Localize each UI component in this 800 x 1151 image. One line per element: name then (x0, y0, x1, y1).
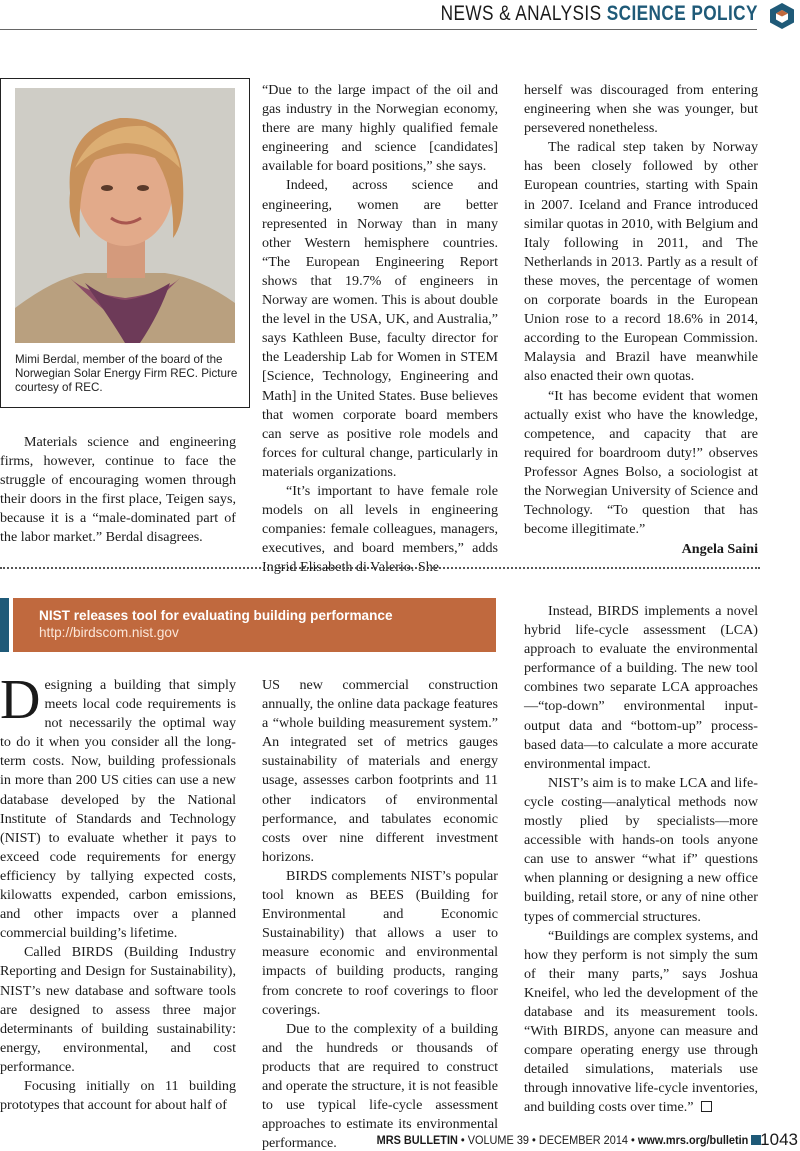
paragraph: Due to the complexity of a building and the hundreds or thousands of products that are required to construct and operate the structure, it is not feasible to use typical life-cycle assessment approaches to estimate its environmental performance. (262, 1020, 498, 1151)
lead-paragraph (0, 669, 236, 943)
article2-title-box (13, 598, 496, 652)
article1-column-1 (0, 433, 236, 548)
paragraph: NIST’s aim is to make LCA and life-cycle costing—analytical methods now mostly plied by specialists—more accessible with hands-on tools anyone can use to answer “what if” questions when planning or designing a new office building, retail store, or any of nine other types of commercial structures. (524, 774, 758, 925)
paragraph (524, 927, 758, 1118)
drop-cap: D (0, 669, 41, 731)
article2-title: NIST releases tool for evaluating building performance (39, 608, 393, 623)
photo-frame (0, 78, 250, 408)
topic-label: SCIENCE POLICY (606, 2, 758, 25)
paragraph-text: “Buildings are complex systems, and how they perform is not simply the sum of their many parts,” says Joshua Kneifel, who led the development of the database and its measurement tools. “With BIRDS, anyone can measure and compare operating energy use through detailed simulations, materials use through innovative life-cycle inventories, and building costs over time.” (524, 927, 758, 1116)
journal-url-link[interactable]: www.mrs.org/bulletin (637, 1133, 748, 1147)
title-accent-bar (0, 598, 9, 652)
photo-caption: Mimi Berdal, member of the board of the Norwegian Solar Energy Firm REC. Picture courtesy of REC. (15, 353, 238, 394)
separator: • (460, 1133, 465, 1147)
paragraph: “It’s important to have female role models on all levels in engineering companies: female colleagues, managers, executives, and board members,” adds Ingrid Elisabeth di Valerio. She (262, 482, 498, 576)
paragraph: The radical step taken by Norway has been closely followed by other European countries, starting with Spain in 2007. Iceland and France introduced similar quotas in 2010, with Belgium and Italy following in 2011, and The Netherlands in 2013. Partly as a result of these moves, the percentage of women on corporate boards in the European Union rose to a record 18.6% in 2014, according to the European Commission. Malaysia and Brazil have meanwhile also enacted their own quotas. (524, 139, 758, 385)
article1-column-3 (524, 81, 758, 559)
issue-date: DECEMBER 2014 (538, 1133, 628, 1147)
paragraph: Materials science and engineering firms, however, continue to face the struggle of encouraging women through their doors in the first place, Teigen says, because it is a “male-dominated part of the labor market.” Berdal disagrees. (0, 434, 236, 546)
lead-text: esigning a building that simply meets local code requirements is not necessarily the optimal way to do it when you consider all the long-term costs. Now, building professionals in more than 200 US cities can use a new database developed by the National Institute of Standards and Technology (NIST) to evaluate whether it pays to exceed code requirements for energy efficiency by tallying expected costs, kilowatts expended, carbon emissions, and other impacts over a planned commercial building’s lifetime. (0, 677, 236, 942)
footer-citation (376, 1133, 748, 1147)
paragraph: herself was discouraged from entering engineering when she was younger, but persevered nonetheless. (524, 82, 758, 137)
end-mark-icon (701, 1101, 712, 1112)
portrait-photo (15, 88, 235, 343)
running-head (441, 2, 758, 26)
separator: • (531, 1133, 536, 1147)
article1-column-2 (262, 81, 498, 577)
paragraph: “It has become evident that women actually exist who have the knowledge, competence, and capacity that are required for boardroom duty!” observes Professor Agnes Bolso, a sociologist at the Norwegian University of Science and Technology. “To question that has become illegitimate.” (524, 387, 758, 538)
page-footer (0, 1130, 800, 1151)
paragraph: BIRDS complements NIST’s popular tool known as BEES (Building for Environmental and Economic Sustainability) that allows a user to measure economic and environmental impacts of building products, ranging from concrete to roof coverings to floor coverings. (262, 867, 498, 1018)
article2-column-3 (524, 602, 758, 1118)
author-byline: Angela Saini (681, 541, 758, 558)
paragraph: Focusing initially on 11 building prototypes that account for about half of (0, 1077, 236, 1114)
header-rule (0, 29, 757, 30)
article2-url-link[interactable]: http://birdscom.nist.gov (39, 625, 179, 640)
page-number: 1043 (760, 1130, 798, 1149)
page-header (0, 0, 800, 36)
paragraph: “Due to the large impact of the oil and gas industry in the Norwegian economy, there are many highly qualified female engineering and science [candidates] available for board positions,” she says. (262, 82, 498, 175)
section-label: NEWS & ANALYSIS (440, 2, 602, 25)
paragraph: Called BIRDS (Building Industry Reporting and Design for Sustainability), NIST’s new database and software tools are designed to assess three major determinants of building sustainability: energy, environmental, and cost performance. (0, 944, 236, 1075)
paragraph: Instead, BIRDS implements a novel hybrid life-cycle assessment (LCA) approach to evaluate the environmental performance of a building. The new tool combines two separate LCA approaches—“top-down” environmental input-output data and “bottom-up” process-based data—to calculate a more accurate environmental impact. (524, 603, 758, 772)
article-divider (0, 567, 760, 569)
hexagon-logo-icon (768, 2, 796, 30)
article2-column-2 (262, 676, 498, 1151)
volume: VOLUME 39 (467, 1133, 529, 1147)
paragraph: Indeed, across science and engineering, women are better represented in Norway than in many other Western hemisphere countries. “The European Engineering Report shows that 19.7% of engineers in Norway are women. This is about double the level in the USA, UK, and Australia,” says Kathleen Buse, faculty director for the Leadership Lab for Women in STEM [Science, Technology, Engineering and Math] in the United States. Buse believes that women corporate board members can serve as positive role models and forces for cultural change, particularly in materials organizations. (262, 177, 498, 480)
article2-column-1 (0, 669, 236, 1115)
separator: • (630, 1133, 635, 1147)
journal-name: MRS BULLETIN (376, 1133, 458, 1147)
paragraph: US new commercial construction annually, the online data package features a “whole building measurement system.” An integrated set of metrics gauges sustainability of materials and energy usage, assesses carbon footprints and 11 other indicators of environmental performance, and tabulates economic costs over nine different investment horizons. (262, 677, 498, 865)
